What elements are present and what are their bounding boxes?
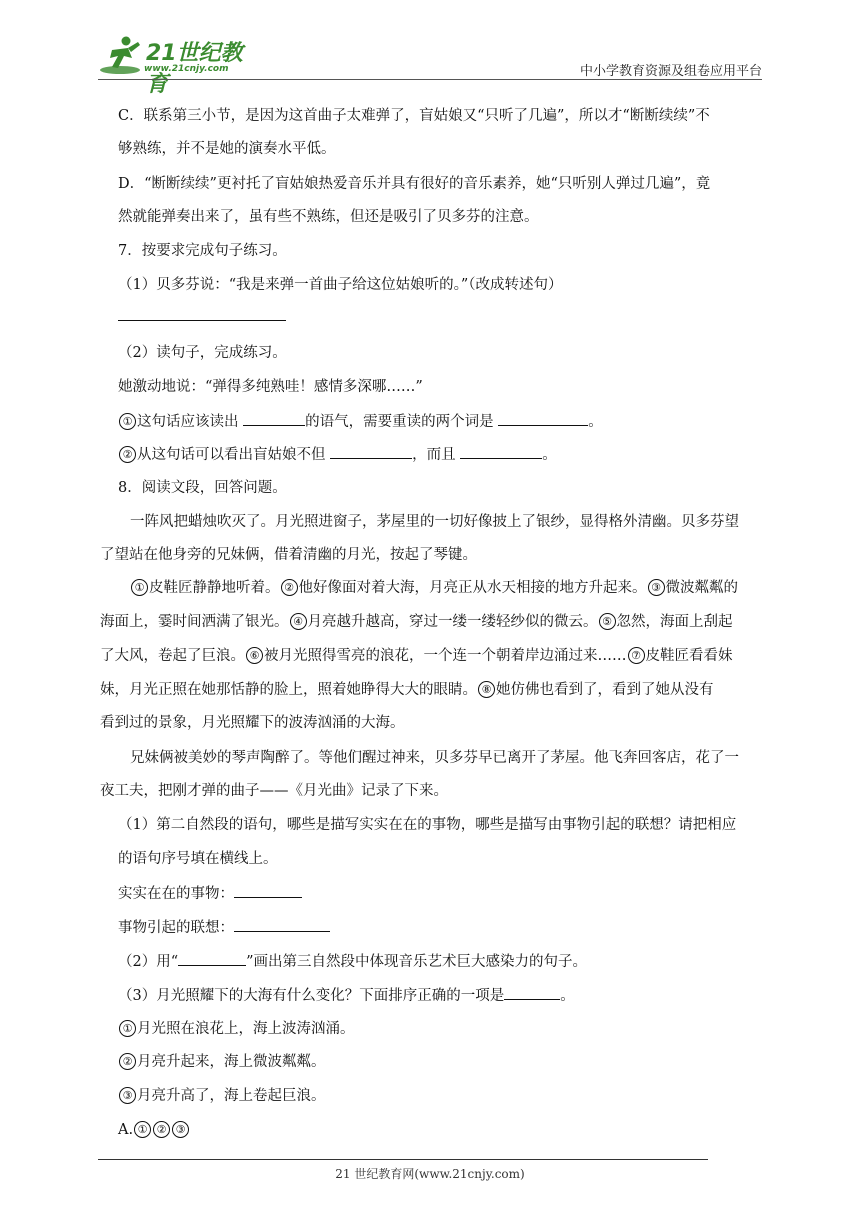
passage-p3-line2: 夜工夫，把刚才弹的曲子——《月光曲》记录了下来。 [100, 783, 448, 799]
choice-2: ② 月亮升起来，海上微波粼粼。 [118, 1052, 326, 1072]
question-8-3: （3）月光照耀下的大海有什么变化？下面排序正确的一项是 。 [118, 985, 575, 1006]
passage-p3-line1: 兄妹俩被美妙的琴声陶醉了。等他们醒过神来，贝多芬早已离开了茅屋。他飞奔回客店，花了一 [130, 750, 739, 766]
footer-divider [98, 1159, 708, 1160]
real-things-row: 实实在在的事物： [118, 883, 302, 904]
answer-blank [234, 883, 302, 898]
passage-p2-line2: 海面上，霎时间洒满了银光。 ④ 月亮越升越高，穿过一缕一缕轻纱似的微云。 ⑤ 忽然，海面上刮起 [100, 614, 733, 630]
answer-blank [234, 917, 330, 932]
associations-row: 事物引起的联想： [118, 917, 330, 938]
passage-p2-line3: 了大风，卷起了巨浪。 ⑥ 被月光照得雪亮的浪花，一个连一个朝着岸边涌过来…… ⑦ 皮鞋匠看看妹 [100, 648, 733, 664]
platform-name: 中小学教育资源及组卷应用平台 [579, 64, 762, 79]
answer-blank [330, 444, 412, 459]
question-8-1-line2: 的语句序号填在横线上。 [118, 851, 278, 867]
answer-option-a: A. ① ② ③ [118, 1120, 190, 1140]
question-8-1-line1: （1）第二自然段的语句，哪些是描写实实在在的事物，哪些是描写由事物引起的联想？请把相应 [118, 817, 737, 833]
quote-sentence: 她激动地说：“弹得多纯熟哇！感情多深哪……” [118, 379, 423, 395]
question-8-title: 8．阅读文段，回答问题。 [118, 480, 287, 496]
passage-p2-line1: ① 皮鞋匠静静地听着。 ② 他好像面对着大海，月亮正从水天相接的地方升起来。 ③ 微波粼粼的 [130, 578, 738, 598]
circled-number: ① [119, 413, 136, 430]
site-logo [98, 34, 258, 97]
question-8-2: （2）用“ ”画出第三自然段中体现音乐艺术巨大感染力的句子。 [118, 951, 587, 972]
option-d-line1: D．“断断续续”更衬托了盲姑娘热爱音乐并具有很好的音乐素养，她“只听别人弹过几遍”，竟 [118, 176, 711, 192]
answer-blank [243, 411, 305, 426]
page-header [98, 34, 762, 97]
option-c-line2: 够熟练，并不是她的演奏水平低。 [118, 141, 336, 157]
answer-blank [498, 411, 588, 426]
passage-p2-line5: 看到过的景象，月光照耀下的波涛汹涌的大海。 [100, 715, 405, 731]
choice-3: ③ 月亮升高了，海上卷起巨浪。 [118, 1086, 326, 1106]
logo-url: www.21cnjy.com [144, 64, 229, 74]
answer-blank [460, 444, 542, 459]
answer-blank [178, 951, 246, 966]
passage-p1-line1: 一阵风把蜡烛吹灭了。月光照进窗子，茅屋里的一切好像披上了银纱，显得格外清幽。贝多芬望 [130, 514, 739, 530]
answer-blank [504, 985, 560, 1000]
option-d-line2: 然就能弹奏出来了，虽有些不熟练，但还是吸引了贝多芬的注意。 [118, 209, 539, 225]
page-footer: 21 世纪教育网(www.21cnjy.com) [335, 1167, 525, 1181]
circled-number: ② [119, 446, 136, 463]
runner-logo-icon [98, 34, 144, 78]
question-7-title: 7．按要求完成句子练习。 [118, 243, 287, 259]
question-7-2: （2）读句子，完成练习。 [118, 345, 287, 361]
choice-1: ① 月光照在浪花上，海上波涛汹涌。 [118, 1019, 355, 1039]
question-7-1: （1）贝多芬说：“我是来弹一首曲子给这位姑娘听的。”（改成转述句） [118, 277, 563, 293]
question-7-2-a: ① 这句话应该读出 的语气，需要重读的两个词是 。 [118, 411, 603, 432]
option-c-line1: C．联系第三小节，是因为这首曲子太难弹了，盲姑娘又“只听了几遍”，所以才“断断续续”不 [118, 108, 710, 124]
answer-blank-7-1 [118, 306, 286, 327]
header-divider [98, 79, 762, 80]
passage-p1-line2: 了望站在他身旁的兄妹俩，借着清幽的月光，按起了琴键。 [100, 547, 477, 563]
logo-text: 21世纪教育 [146, 41, 243, 97]
passage-p2-line4: 妹，月光正照在她那恬静的脸上，照着她睁得大大的眼睛。 ⑧ 她仿佛也看到了，看到了她从没有 [100, 682, 714, 698]
question-7-2-b: ② 从这句话可以看出盲姑娘不但 ，而且 。 [118, 444, 557, 465]
